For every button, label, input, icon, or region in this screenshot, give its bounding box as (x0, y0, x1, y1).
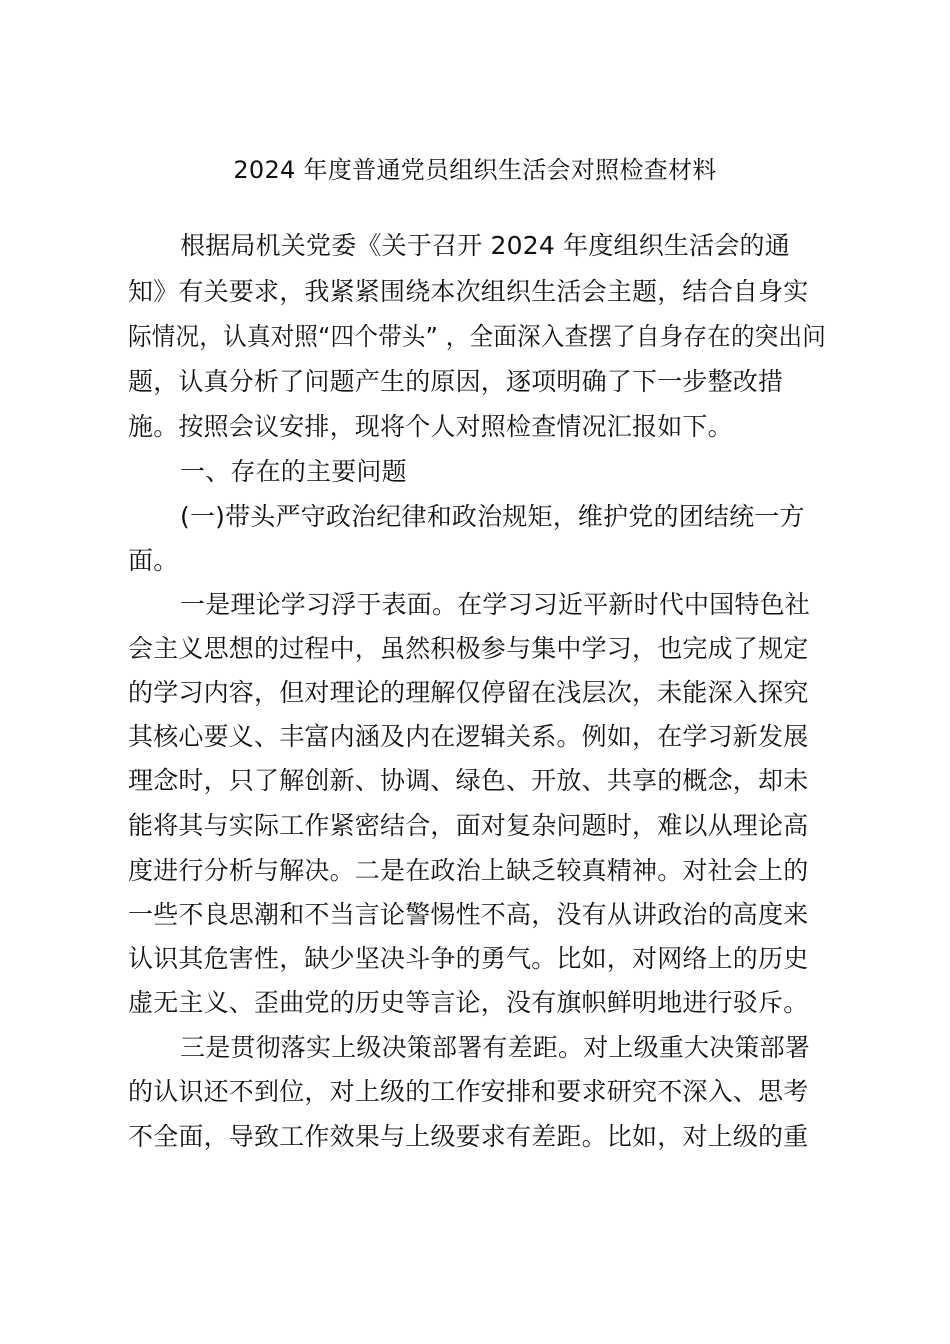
paragraph-line: 会主义思想的过程中，虽然积极参与集中学习，也完成了规定 (128, 634, 809, 663)
paragraph-line: 知》有关要求，我紧紧围绕本次组织生活会主题，结合自身实 (128, 277, 809, 306)
subsection-heading-continued: 面。 (128, 546, 179, 575)
subsection-heading: (一)带头严守政治纪律和政治规矩，维护党的团结统一方 (180, 502, 805, 531)
paragraph-line: 不全面，导致工作效果与上级要求有差距。比如，对上级的重 (128, 1122, 809, 1151)
paragraph-line: 施。按照会议安排，现将个人对照检查情况汇报如下。 (128, 412, 733, 441)
paragraph-line: 三是贯彻落实上级决策部署有差距。对上级重大决策部署 (180, 1033, 811, 1062)
paragraph-line: 认识其危害性，缺少坚决斗争的勇气。比如，对网络上的历史 (128, 944, 809, 973)
paragraph-line: 度进行分析与解决。二是在政治上缺乏较真精神。对社会上的 (128, 856, 809, 885)
paragraph-line: 一些不良思潮和不当言论警惕性不高，没有从讲政治的高度来 (128, 900, 809, 929)
paragraph-line: 的学习内容，但对理论的理解仅停留在浅层次，未能深入探究 (128, 678, 809, 707)
document-title: 2024 年度普通党员组织生活会对照检查材料 (233, 156, 717, 184)
paragraph-line: 能将其与实际工作紧密结合，面对复杂问题时，难以从理论高 (128, 811, 809, 840)
paragraph-line: 虚无主义、歪曲党的历史等言论，没有旗帜鲜明地进行驳斥。 (128, 988, 809, 1017)
section-heading: 一、存在的主要问题 (180, 457, 407, 486)
paragraph-line: 的认识还不到位，对上级的工作安排和要求研究不深入、思考 (128, 1077, 809, 1106)
paragraph-line: 际情况，认真对照“四个带头” ，全面深入查摆了自身存在的突出问 (128, 322, 827, 351)
paragraph-line: 理念时，只了解创新、协调、绿色、开放、共享的概念，却未 (128, 766, 809, 795)
paragraph-line: 根据局机关党委《关于召开 2024 年度组织生活会的通 (180, 231, 790, 260)
paragraph-line: 题，认真分析了问题产生的原因，逐项明确了下一步整改措 (128, 367, 784, 396)
paragraph-line: 其核心要义、丰富内涵及内在逻辑关系。例如，在学习新发展 (128, 722, 809, 751)
paragraph-line: 一是理论学习浮于表面。在学习习近平新时代中国特色社 (180, 590, 811, 619)
